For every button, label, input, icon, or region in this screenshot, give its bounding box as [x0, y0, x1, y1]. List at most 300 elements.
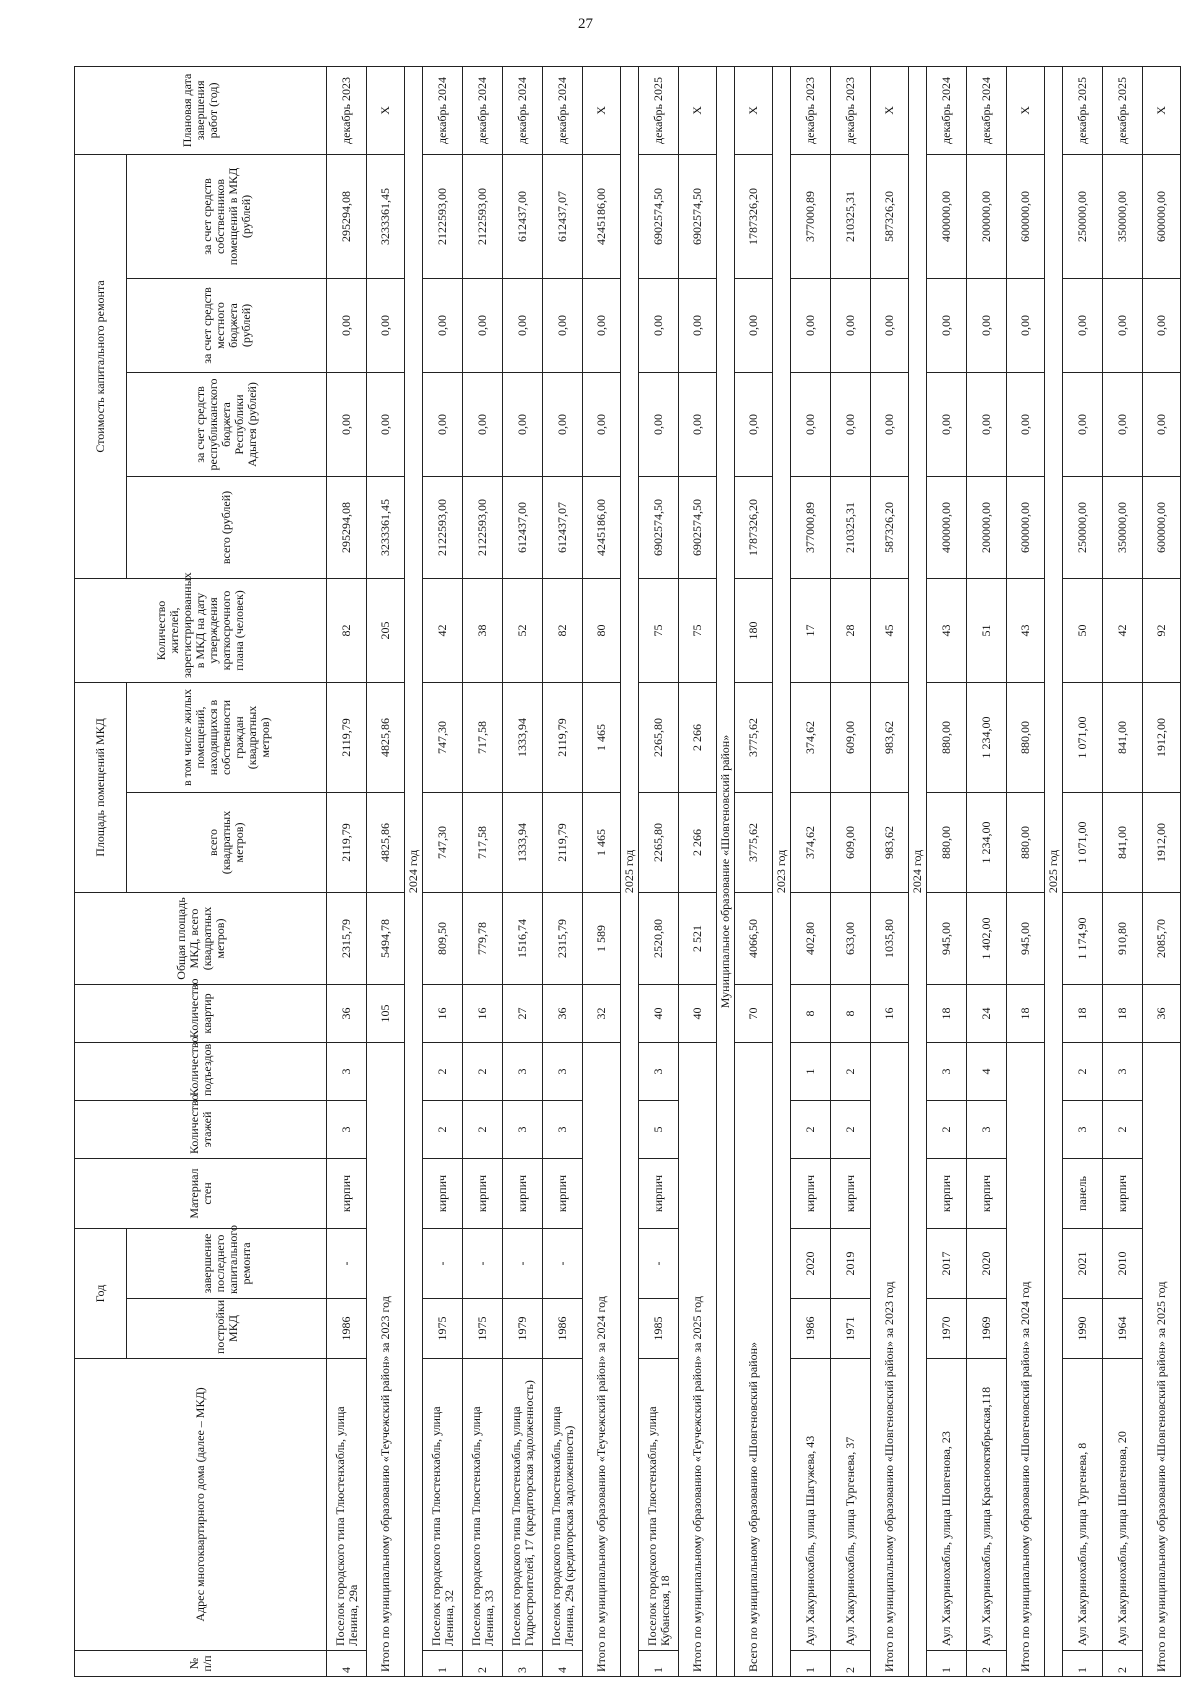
- row-total-area: 1516,74: [503, 893, 543, 985]
- row-area-residential: 2265,80: [639, 682, 679, 792]
- row-year-last-repair: -: [423, 1229, 463, 1299]
- total-label: Всего по муниципальному образованию «Шовгеновский район»: [735, 1043, 773, 1677]
- row-floors: 2: [831, 1101, 871, 1159]
- row-entrances: 3: [927, 1043, 967, 1101]
- row-cost-local: 0,00: [639, 278, 679, 372]
- row-year-last-repair: -: [543, 1229, 583, 1299]
- row-residents: 28: [831, 578, 871, 682]
- row-year-last-repair: -: [639, 1229, 679, 1299]
- header-cost-republic: за счет средств республиканского бюджета Республики Адыгея (рублей): [127, 372, 327, 476]
- row-area-total: 1 234,00: [967, 793, 1007, 893]
- row-area-residential: 3775,62: [735, 682, 773, 792]
- row-cost-local: 0,00: [967, 278, 1007, 372]
- section-label: Муниципальное образование «Шовгеновский район»: [717, 66, 735, 1676]
- row-cost-total: 6902574,50: [679, 476, 717, 578]
- row-cost-local: 0,00: [1103, 278, 1143, 372]
- row-cost-total: 3233361,45: [367, 476, 405, 578]
- row-floors: 2: [927, 1101, 967, 1159]
- header-total-area: Общая площадь МКД, всего (квадратных метров): [75, 893, 327, 985]
- row-residents: 82: [327, 578, 367, 682]
- row-area-total: 1 465: [583, 793, 621, 893]
- row-floors: 2: [423, 1101, 463, 1159]
- header-year-last-repair: завершение последнего капитального ремонта: [127, 1229, 327, 1299]
- row-wall-material: кирпич: [543, 1159, 583, 1229]
- header-wall-material: Материал стен: [75, 1159, 327, 1229]
- table-row: [639, 66, 679, 1676]
- row-area-residential: 1912,00: [1143, 682, 1181, 792]
- row-floors: 3: [543, 1101, 583, 1159]
- row-flats: 32: [583, 985, 621, 1043]
- row-cost-republic: 0,00: [367, 372, 405, 476]
- row-number: 1: [639, 1651, 679, 1677]
- row-total-area: 633,00: [831, 893, 871, 985]
- row-cost-total: 587326,20: [871, 476, 909, 578]
- total-label: Итого по муниципальному образованию «Шовгеновский район» за 2025 год: [1143, 1043, 1181, 1677]
- row-cost-republic: 0,00: [871, 372, 909, 476]
- row-area-residential: 4825,86: [367, 682, 405, 792]
- header-cost-owners: за счет средств собственников помещений в МКД (рублей): [127, 154, 327, 278]
- row-residents: 42: [423, 578, 463, 682]
- row-cost-local: 0,00: [423, 278, 463, 372]
- row-area-residential: 1 465: [583, 682, 621, 792]
- row-cost-local: 0,00: [1007, 278, 1045, 372]
- row-total-area: 2085,70: [1143, 893, 1181, 985]
- row-flats: 8: [791, 985, 831, 1043]
- row-cost-total: 250000,00: [1063, 476, 1103, 578]
- row-residents: 38: [463, 578, 503, 682]
- total-row: [871, 66, 909, 1676]
- row-total-area: 2315,79: [543, 893, 583, 985]
- row-number: 2: [1103, 1651, 1143, 1677]
- row-completion: декабрь 2024: [543, 66, 583, 154]
- row-area-residential: 717,58: [463, 682, 503, 792]
- row-cost-owners: 1787326,20: [735, 154, 773, 278]
- row-number: 2: [967, 1651, 1007, 1677]
- row-cost-republic: 0,00: [503, 372, 543, 476]
- row-entrances: 3: [543, 1043, 583, 1101]
- table-row: [927, 66, 967, 1676]
- row-address: Поселок городского типа Тлюстенхабль, улица Ленина, 32: [423, 1359, 463, 1651]
- row-total-area: 910,80: [1103, 893, 1143, 985]
- row-wall-material: кирпич: [927, 1159, 967, 1229]
- row-total-area: 1 402,00: [967, 893, 1007, 985]
- row-cost-total: 6902574,50: [639, 476, 679, 578]
- header-flats: Количество квартир: [75, 985, 327, 1043]
- row-entrances: 3: [327, 1043, 367, 1101]
- row-area-residential: 2 266: [679, 682, 717, 792]
- row-cost-local: 0,00: [327, 278, 367, 372]
- row-area-total: 880,00: [927, 793, 967, 893]
- row-total-area: 2520,80: [639, 893, 679, 985]
- row-total-area: 402,80: [791, 893, 831, 985]
- row-area-total: 983,62: [871, 793, 909, 893]
- row-cost-total: 350000,00: [1103, 476, 1143, 578]
- row-total-area: 2315,79: [327, 893, 367, 985]
- row-cost-republic: 0,00: [1103, 372, 1143, 476]
- row-cost-local: 0,00: [679, 278, 717, 372]
- row-year-built: 1986: [543, 1299, 583, 1359]
- row-cost-total: 295294,08: [327, 476, 367, 578]
- row-cost-total: 200000,00: [967, 476, 1007, 578]
- row-total-area: 1 589: [583, 893, 621, 985]
- year-label: 2023 год: [773, 66, 791, 1676]
- row-completion: Х: [583, 66, 621, 154]
- row-cost-owners: 400000,00: [927, 154, 967, 278]
- row-area-total: 4825,86: [367, 793, 405, 893]
- row-total-area: 2 521: [679, 893, 717, 985]
- row-year-last-repair: -: [503, 1229, 543, 1299]
- row-cost-total: 377000,89: [791, 476, 831, 578]
- row-cost-republic: 0,00: [583, 372, 621, 476]
- header-cost-group: Стоимость капитального ремонта: [75, 154, 127, 578]
- row-wall-material: кирпич: [423, 1159, 463, 1229]
- row-number: 1: [927, 1651, 967, 1677]
- year-subheader-row: [405, 66, 423, 1676]
- row-cost-owners: 612437,07: [543, 154, 583, 278]
- row-area-residential: 841,00: [1103, 682, 1143, 792]
- row-address: Аул Хакуринохабль, улица Краснооктябрьская,118: [967, 1359, 1007, 1651]
- total-label: Итого по муниципальному образованию «Теучежский район» за 2025 год: [679, 1043, 717, 1677]
- row-flats: 40: [679, 985, 717, 1043]
- header-completion: Плановая дата завершения работ (год): [75, 66, 327, 154]
- header-floors: Количество этажей: [75, 1101, 327, 1159]
- row-flats: 36: [327, 985, 367, 1043]
- row-cost-owners: 6902574,50: [679, 154, 717, 278]
- header-area-total: всего (квадратных метров): [127, 793, 327, 893]
- total-row: [1007, 66, 1045, 1676]
- row-area-residential: 983,62: [871, 682, 909, 792]
- header-year-built: постройки МКД: [127, 1299, 327, 1359]
- row-cost-local: 0,00: [543, 278, 583, 372]
- row-completion: Х: [1143, 66, 1181, 154]
- row-address: Поселок городского типа Тлюстенхабль, улица Ленина, 29а (кредиторская задолженность): [543, 1359, 583, 1651]
- row-residents: 17: [791, 578, 831, 682]
- total-row: [1143, 66, 1181, 1676]
- row-cost-local: 0,00: [367, 278, 405, 372]
- row-cost-owners: 210325,31: [831, 154, 871, 278]
- row-flats: 24: [967, 985, 1007, 1043]
- total-row: [679, 66, 717, 1676]
- row-number: 2: [831, 1651, 871, 1677]
- row-cost-republic: 0,00: [735, 372, 773, 476]
- row-completion: декабрь 2023: [791, 66, 831, 154]
- row-completion: декабрь 2024: [967, 66, 1007, 154]
- row-year-built: 1985: [639, 1299, 679, 1359]
- row-year-last-repair: 2021: [1063, 1229, 1103, 1299]
- year-label: 2024 год: [909, 66, 927, 1676]
- row-residents: 50: [1063, 578, 1103, 682]
- total-label: Итого по муниципальному образованию «Теучежский район» за 2023 год: [367, 1043, 405, 1677]
- total-row: [735, 66, 773, 1676]
- header-residents: Количество жителей, зарегистрированных в МКД на дату утверждения краткосрочного плана (человек): [75, 578, 327, 682]
- row-cost-local: 0,00: [463, 278, 503, 372]
- row-flats: 36: [543, 985, 583, 1043]
- row-area-residential: 374,62: [791, 682, 831, 792]
- row-wall-material: кирпич: [967, 1159, 1007, 1229]
- row-cost-owners: 250000,00: [1063, 154, 1103, 278]
- row-cost-total: 1787326,20: [735, 476, 773, 578]
- table-row: [543, 66, 583, 1676]
- row-cost-owners: 600000,00: [1007, 154, 1045, 278]
- row-completion: Х: [871, 66, 909, 154]
- row-number: 4: [327, 1651, 367, 1677]
- row-cost-total: 210325,31: [831, 476, 871, 578]
- year-subheader-row: [621, 66, 639, 1676]
- row-floors: 2: [791, 1101, 831, 1159]
- row-cost-republic: 0,00: [967, 372, 1007, 476]
- table-header: [75, 66, 327, 1676]
- row-floors: 3: [327, 1101, 367, 1159]
- row-flats: 40: [639, 985, 679, 1043]
- row-area-residential: 747,30: [423, 682, 463, 792]
- row-flats: 36: [1143, 985, 1181, 1043]
- table-row: [791, 66, 831, 1676]
- row-residents: 42: [1103, 578, 1143, 682]
- row-flats: 18: [927, 985, 967, 1043]
- row-area-total: 609,00: [831, 793, 871, 893]
- row-number: 4: [543, 1651, 583, 1677]
- row-cost-republic: 0,00: [423, 372, 463, 476]
- row-flats: 16: [463, 985, 503, 1043]
- row-cost-republic: 0,00: [1063, 372, 1103, 476]
- row-wall-material: кирпич: [831, 1159, 871, 1229]
- row-area-total: 2 266: [679, 793, 717, 893]
- row-year-built: 1970: [927, 1299, 967, 1359]
- row-area-residential: 1 234,00: [967, 682, 1007, 792]
- row-cost-local: 0,00: [503, 278, 543, 372]
- row-wall-material: кирпич: [327, 1159, 367, 1229]
- row-year-built: 1986: [327, 1299, 367, 1359]
- row-flats: 70: [735, 985, 773, 1043]
- row-cost-owners: 2122593,00: [463, 154, 503, 278]
- row-flats: 18: [1007, 985, 1045, 1043]
- row-floors: 2: [463, 1101, 503, 1159]
- row-total-area: 809,50: [423, 893, 463, 985]
- row-total-area: 5494,78: [367, 893, 405, 985]
- table-row: [327, 66, 367, 1676]
- row-area-total: 2119,79: [327, 793, 367, 893]
- row-cost-total: 400000,00: [927, 476, 967, 578]
- row-number: 2: [463, 1651, 503, 1677]
- row-wall-material: панель: [1063, 1159, 1103, 1229]
- header-cost-local: за счет средств местного бюджета (рублей): [127, 278, 327, 372]
- row-total-area: 779,78: [463, 893, 503, 985]
- row-cost-local: 0,00: [927, 278, 967, 372]
- row-area-total: 2265,80: [639, 793, 679, 893]
- row-wall-material: кирпич: [639, 1159, 679, 1229]
- row-cost-total: 600000,00: [1143, 476, 1181, 578]
- row-address: Аул Хакуринохабль, улица Шовгенова, 20: [1103, 1359, 1143, 1651]
- row-year-last-repair: 2010: [1103, 1229, 1143, 1299]
- row-year-last-repair: -: [327, 1229, 367, 1299]
- row-residents: 43: [1007, 578, 1045, 682]
- row-cost-owners: 600000,00: [1143, 154, 1181, 278]
- row-cost-republic: 0,00: [1007, 372, 1045, 476]
- row-area-residential: 880,00: [1007, 682, 1045, 792]
- row-year-built: 1986: [791, 1299, 831, 1359]
- row-area-total: 841,00: [1103, 793, 1143, 893]
- row-year-built: 1975: [463, 1299, 503, 1359]
- row-flats: 105: [367, 985, 405, 1043]
- header-area-group: Площадь помещений МКД: [75, 682, 127, 892]
- row-cost-owners: 612437,00: [503, 154, 543, 278]
- row-cost-owners: 2122593,00: [423, 154, 463, 278]
- row-residents: 45: [871, 578, 909, 682]
- row-year-built: 1979: [503, 1299, 543, 1359]
- row-floors: 3: [503, 1101, 543, 1159]
- row-area-total: 717,58: [463, 793, 503, 893]
- row-completion: декабрь 2025: [639, 66, 679, 154]
- row-completion: декабрь 2024: [463, 66, 503, 154]
- row-year-built: 1969: [967, 1299, 1007, 1359]
- row-cost-local: 0,00: [871, 278, 909, 372]
- header-entrances: Количество подъездов: [75, 1043, 327, 1101]
- header-no: № п/п: [75, 1651, 327, 1677]
- row-wall-material: кирпич: [503, 1159, 543, 1229]
- row-address: Поселок городского типа Тлюстенхабль, улица Гидростроителей, 17 (кредиторская задолженность): [503, 1359, 543, 1651]
- row-number: 3: [503, 1651, 543, 1677]
- row-total-area: 1035,80: [871, 893, 909, 985]
- row-total-area: 945,00: [1007, 893, 1045, 985]
- table-row: [423, 66, 463, 1676]
- row-residents: 43: [927, 578, 967, 682]
- row-flats: 16: [423, 985, 463, 1043]
- row-cost-local: 0,00: [791, 278, 831, 372]
- row-flats: 27: [503, 985, 543, 1043]
- page-number: 27: [578, 16, 593, 32]
- row-year-last-repair: 2017: [927, 1229, 967, 1299]
- row-floors: 3: [967, 1101, 1007, 1159]
- row-completion: Х: [679, 66, 717, 154]
- row-residents: 180: [735, 578, 773, 682]
- row-entrances: 3: [503, 1043, 543, 1101]
- row-area-residential: 2119,79: [327, 682, 367, 792]
- row-cost-republic: 0,00: [1143, 372, 1181, 476]
- row-residents: 80: [583, 578, 621, 682]
- rotated-table-wrapper: [74, 67, 1168, 1677]
- row-completion: декабрь 2025: [1063, 66, 1103, 154]
- header-address: Адрес многоквартирного дома (далее – МКД): [75, 1359, 327, 1651]
- row-flats: 18: [1103, 985, 1143, 1043]
- year-label: 2024 год: [405, 66, 423, 1676]
- row-area-total: 1333,94: [503, 793, 543, 893]
- table-row: [831, 66, 871, 1676]
- row-cost-total: 600000,00: [1007, 476, 1045, 578]
- row-cost-republic: 0,00: [327, 372, 367, 476]
- row-completion: Х: [1007, 66, 1045, 154]
- row-cost-owners: 4245186,00: [583, 154, 621, 278]
- row-completion: декабрь 2024: [503, 66, 543, 154]
- row-area-total: 1912,00: [1143, 793, 1181, 893]
- row-completion: Х: [367, 66, 405, 154]
- row-address: Аул Хакуринохабль, улица Шовгенова, 23: [927, 1359, 967, 1651]
- row-cost-republic: 0,00: [543, 372, 583, 476]
- row-address: Поселок городского типа Тлюстенхабль, улица Ленина, 29а: [327, 1359, 367, 1651]
- total-label: Итого по муниципальному образованию «Теучежский район» за 2024 год: [583, 1043, 621, 1677]
- row-cost-owners: 587326,20: [871, 154, 909, 278]
- row-cost-republic: 0,00: [927, 372, 967, 476]
- row-flats: 18: [1063, 985, 1103, 1043]
- row-entrances: 2: [1063, 1043, 1103, 1101]
- row-area-total: 3775,62: [735, 793, 773, 893]
- row-cost-total: 612437,07: [543, 476, 583, 578]
- row-residents: 52: [503, 578, 543, 682]
- row-entrances: 2: [463, 1043, 503, 1101]
- row-number: 1: [423, 1651, 463, 1677]
- row-entrances: 2: [423, 1043, 463, 1101]
- row-floors: 3: [1063, 1101, 1103, 1159]
- year-subheader-row: [909, 66, 927, 1676]
- row-entrances: 4: [967, 1043, 1007, 1101]
- row-residents: 75: [639, 578, 679, 682]
- total-label: Итого по муниципальному образованию «Шовгеновский район» за 2024 год: [1007, 1043, 1045, 1677]
- row-floors: 2: [1103, 1101, 1143, 1159]
- row-year-built: 1975: [423, 1299, 463, 1359]
- year-label: 2025 год: [621, 66, 639, 1676]
- table-body: [327, 66, 1181, 1676]
- row-residents: 82: [543, 578, 583, 682]
- row-year-last-repair: 2020: [791, 1229, 831, 1299]
- row-cost-owners: 6902574,50: [639, 154, 679, 278]
- row-cost-local: 0,00: [1143, 278, 1181, 372]
- row-year-last-repair: 2019: [831, 1229, 871, 1299]
- row-area-total: 880,00: [1007, 793, 1045, 893]
- row-area-total: 2119,79: [543, 793, 583, 893]
- row-area-residential: 2119,79: [543, 682, 583, 792]
- row-wall-material: кирпич: [463, 1159, 503, 1229]
- row-total-area: 945,00: [927, 893, 967, 985]
- row-address: Аул Хакуринохабль, улица Тургенева, 8: [1063, 1359, 1103, 1651]
- row-cost-owners: 350000,00: [1103, 154, 1143, 278]
- header-area-residential: в том числе жилых помещений, находящихся в собственности граждан (квадратных метров): [127, 682, 327, 792]
- year-subheader-row: [1045, 66, 1063, 1676]
- row-residents: 75: [679, 578, 717, 682]
- row-completion: Х: [735, 66, 773, 154]
- row-cost-republic: 0,00: [463, 372, 503, 476]
- row-year-last-repair: 2020: [967, 1229, 1007, 1299]
- row-year-built: 1971: [831, 1299, 871, 1359]
- header-cost-total: всего (рублей): [127, 476, 327, 578]
- row-wall-material: кирпич: [1103, 1159, 1143, 1229]
- table-row: [1103, 66, 1143, 1676]
- row-cost-total: 612437,00: [503, 476, 543, 578]
- row-cost-total: 4245186,00: [583, 476, 621, 578]
- row-completion: декабрь 2024: [423, 66, 463, 154]
- row-cost-total: 2122593,00: [463, 476, 503, 578]
- row-cost-local: 0,00: [583, 278, 621, 372]
- row-area-residential: 1333,94: [503, 682, 543, 792]
- header-year-group: Год: [75, 1229, 127, 1359]
- row-address: Поселок городского типа Тлюстенхабль, улица Ленина, 33: [463, 1359, 503, 1651]
- row-address: Аул Хакуринохабль, улица Шагужева, 43: [791, 1359, 831, 1651]
- row-cost-owners: 200000,00: [967, 154, 1007, 278]
- row-entrances: 3: [1103, 1043, 1143, 1101]
- total-row: [367, 66, 405, 1676]
- total-row: [583, 66, 621, 1676]
- row-entrances: 2: [831, 1043, 871, 1101]
- row-cost-local: 0,00: [735, 278, 773, 372]
- row-residents: 51: [967, 578, 1007, 682]
- row-cost-owners: 295294,08: [327, 154, 367, 278]
- table-row: [463, 66, 503, 1676]
- row-entrances: 1: [791, 1043, 831, 1101]
- row-completion: декабрь 2023: [327, 66, 367, 154]
- table-row: [503, 66, 543, 1676]
- row-floors: 5: [639, 1101, 679, 1159]
- row-year-built: 1990: [1063, 1299, 1103, 1359]
- table-row: [1063, 66, 1103, 1676]
- row-cost-republic: 0,00: [791, 372, 831, 476]
